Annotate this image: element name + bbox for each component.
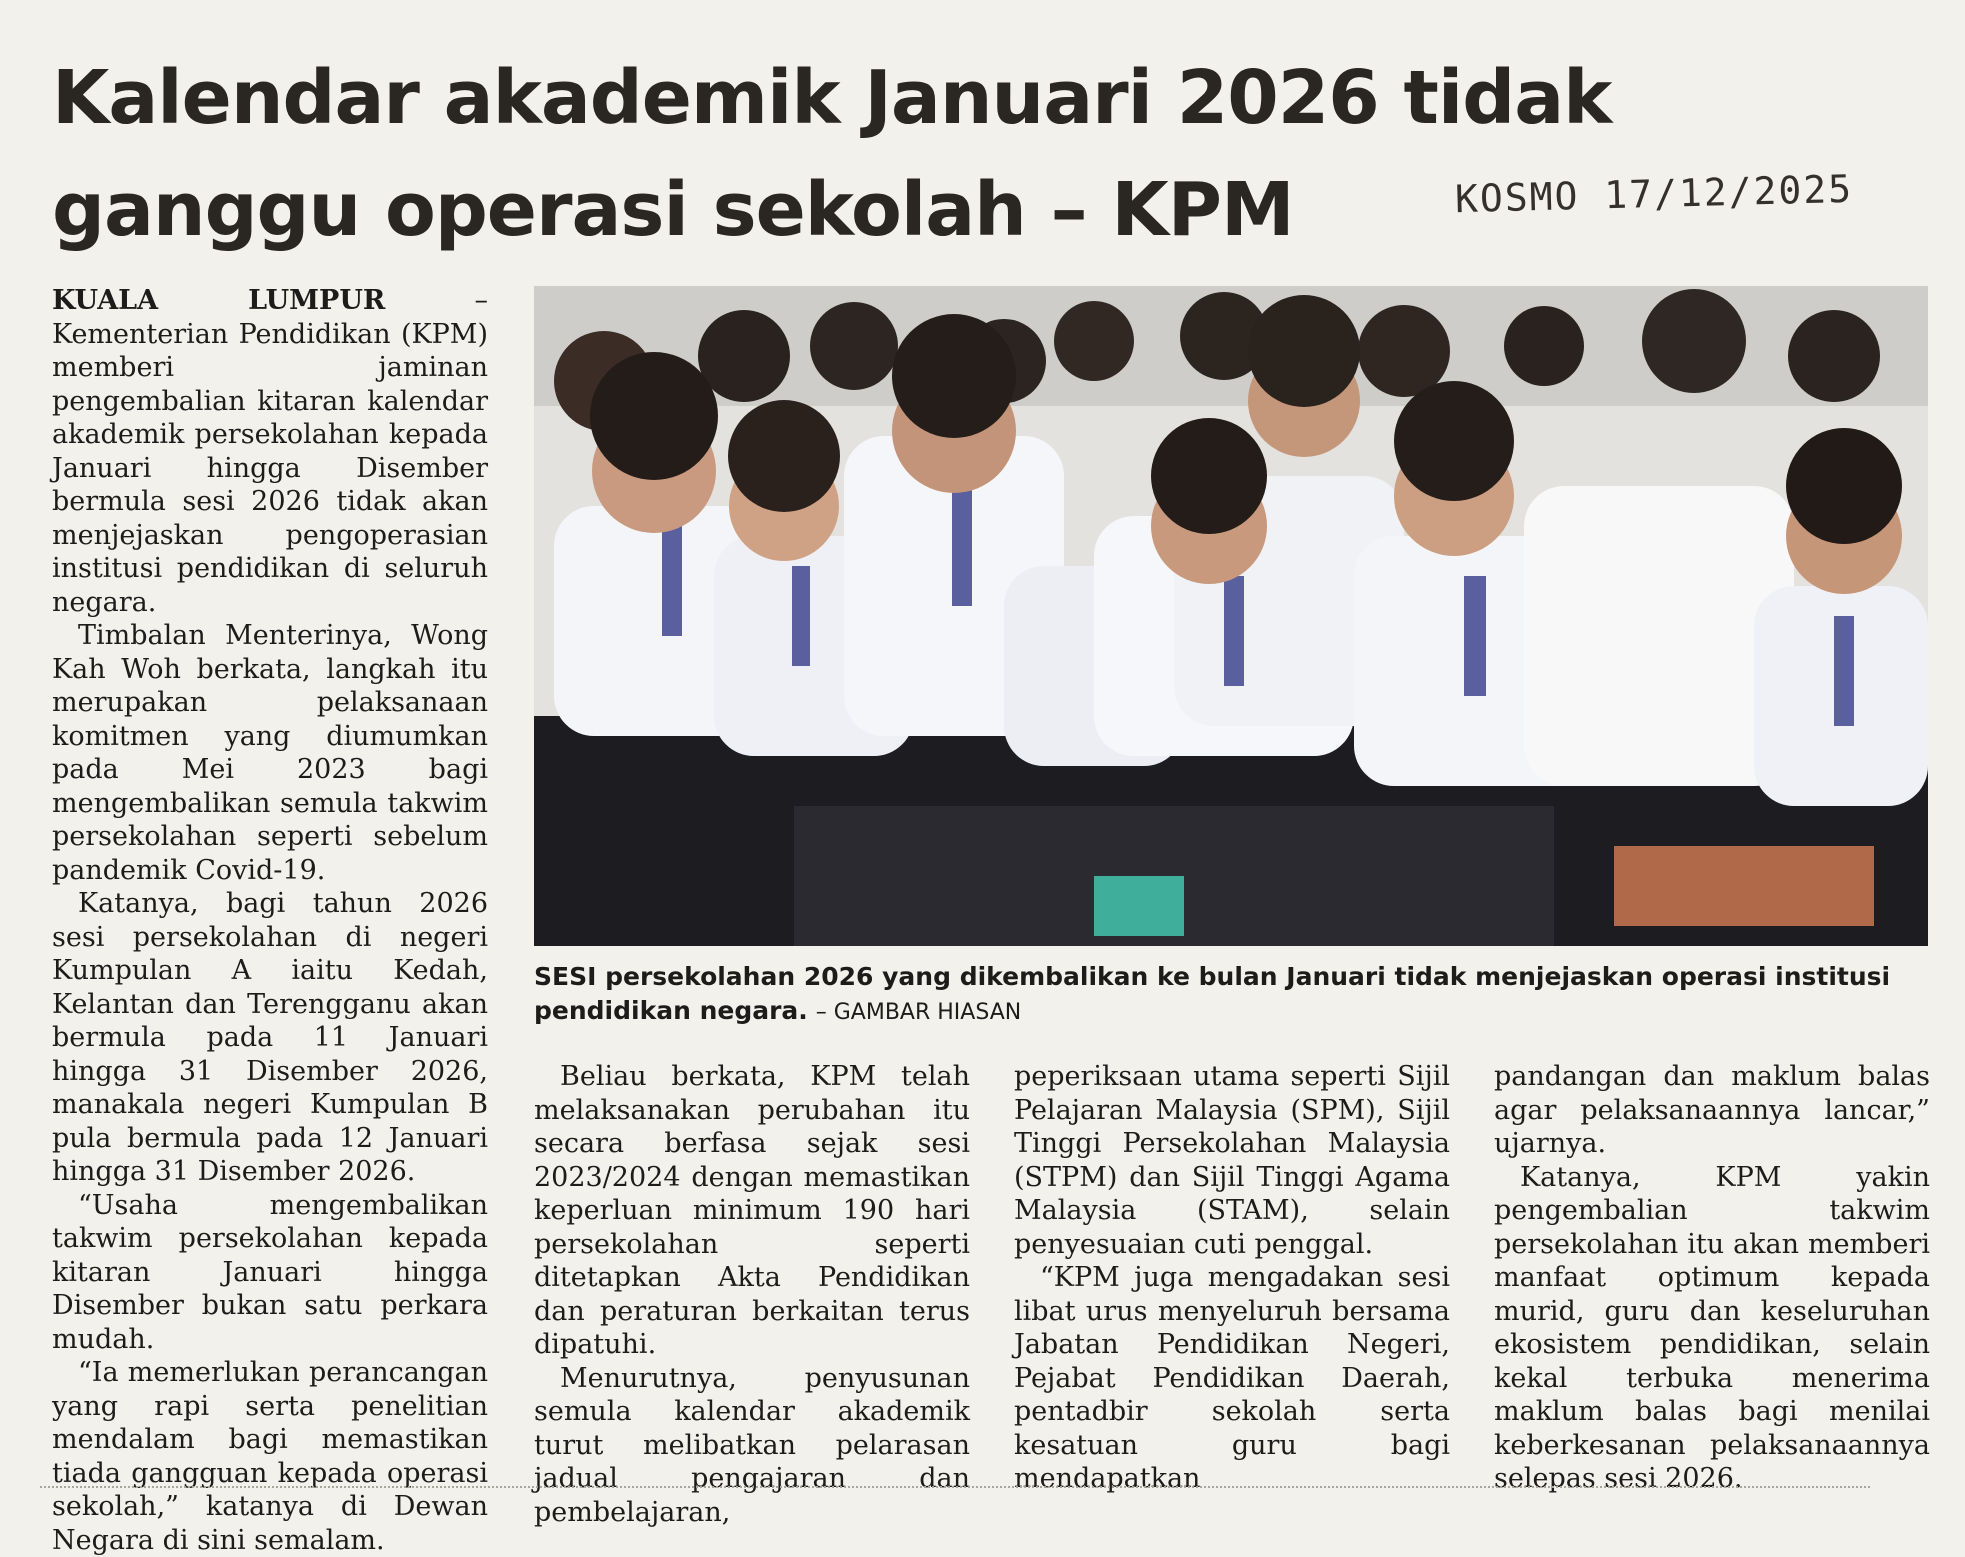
news-photo [534, 286, 1928, 946]
caption-credit: – GAMBAR HIASAN [815, 1000, 1022, 1025]
article-paragraph: Timbalan Menterinya, Wong Kah Woh berkata, langkah itu merupakan pelaksanaan komitmen yang diumumkan pada Mei 2023 bagi mengembalikan semula takwim persekolahan seperti sebelum pandemik Covid-19. [52, 620, 488, 886]
photo-students-icon [534, 286, 1928, 946]
photo-caption [534, 960, 1928, 1030]
dateline: KUALA LUMPUR [52, 285, 386, 316]
article-paragraph [52, 284, 488, 619]
article-paragraph: “Usaha mengembalikan takwim persekolahan kepada kitaran Januari hingga Disember bukan satu perkara mudah. [52, 1189, 488, 1355]
article-column-2 [534, 1060, 970, 1529]
article-paragraph: “KPM juga mengadakan sesi libat urus menyeluruh bersama Jabatan Pendidikan Negeri, Pejabat Pendidikan Daerah, pentadbir sekolah serta kesatuan guru bagi mendapatkan [1014, 1262, 1450, 1494]
article-paragraph: “Ia memerlukan perancangan yang rapi serta penelitian mendalam bagi memastikan tiada gangguan kepada operasi sekolah,” katanya di Dewan Negara di sini semalam. [52, 1357, 488, 1556]
article-paragraph: pandangan dan maklum balas agar pelaksanaannya lancar,” ujarnya. [1494, 1061, 1930, 1159]
article-column-1 [52, 284, 488, 1557]
caption-text: SESI persekolahan 2026 yang dikembalikan ke bulan Januari tidak menjejaskan operasi institusi pendidikan negara. [534, 962, 1891, 1025]
article-column-4 [1494, 1060, 1930, 1496]
article-paragraph: Beliau berkata, KPM telah melaksanakan perubahan itu secara berfasa sejak sesi 2023/2024 dengan memastikan keperluan minimum 190 hari persekolahan seperti ditetapkan Akta Pendidikan dan peraturan berkaitan terus dipatuhi. [534, 1061, 970, 1360]
bottom-divider [40, 1486, 1870, 1488]
handwritten-note: KOSMO 17/12/2025 [1454, 166, 1854, 222]
article-paragraph: Katanya, bagi tahun 2026 sesi persekolahan di negeri Kumpulan A iaitu Kedah, Kelantan dan Terengganu akan bermula pada 11 Januari hingga 31 Disember 2026, manakala negeri Kumpulan B pula bermula pada 12 Januari hingga 31 Disember 2026. [52, 888, 488, 1187]
article-paragraph: peperiksaan utama seperti Sijil Pelajaran Malaysia (SPM), Sijil Tinggi Persekolahan Malaysia (STPM) dan Sijil Tinggi Agama Malaysia (STAM), selain penyesuaian cuti penggal. [1014, 1061, 1450, 1260]
article-column-3 [1014, 1060, 1450, 1496]
article-paragraph: Menurutnya, penyusunan semula kalendar akademik turut melibatkan pelarasan jadual pengajaran dan pembelajaran, [534, 1362, 970, 1528]
article-paragraph: Katanya, KPM yakin pengembalian takwim persekolahan itu akan memberi manfaat optimum kepada murid, guru dan keseluruhan ekosistem pendidikan, selain kekal terbuka menerima maklum balas bagi menilai keberkesanan pelaksanaannya selepas sesi 2026. [1494, 1161, 1930, 1494]
paragraph-text: – Kementerian Pendidikan (KPM) memberi jaminan pengembalian kitaran kalendar akademik persekolahan kepada Januari hingga Disember bermula sesi 2026 tidak akan menjejaskan pengoperasian institusi pendidikan di seluruh negara. [52, 285, 488, 618]
headline: Kalendar akademik Januari 2026 tidak ganggu operasi sekolah – KPM [52, 55, 1612, 253]
